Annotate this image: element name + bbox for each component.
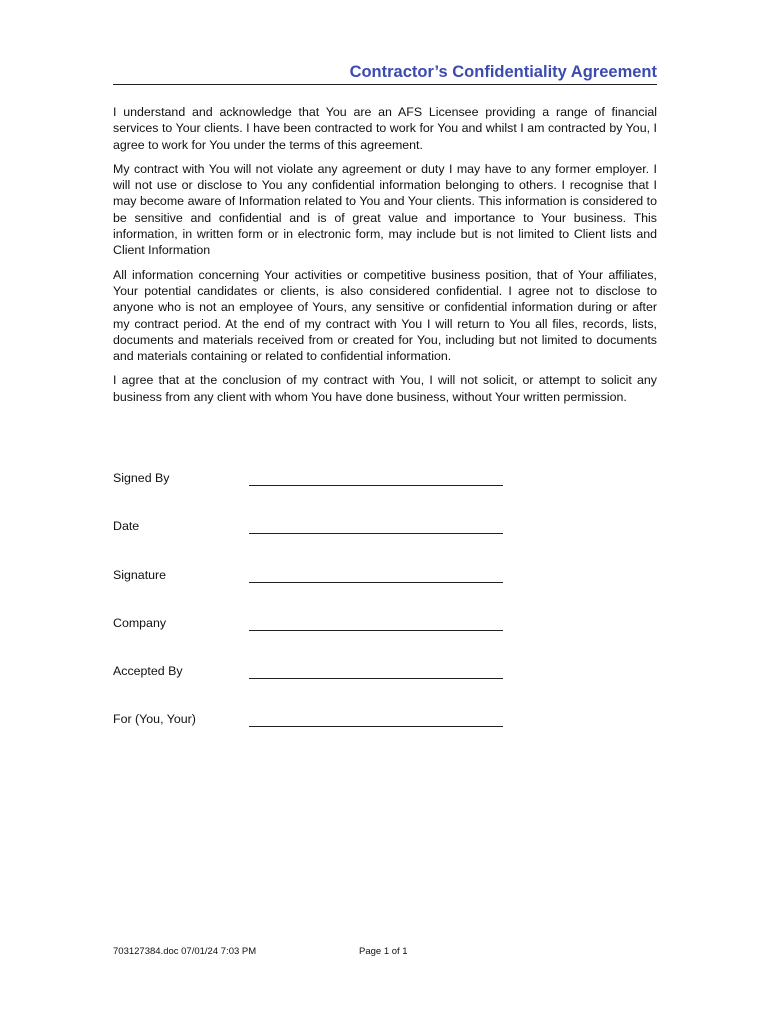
accepted-by-label: Accepted By bbox=[113, 664, 183, 679]
title-header bbox=[113, 62, 657, 85]
signature-row-signed-by bbox=[113, 469, 533, 517]
paragraph-prior-obligations: My contract with You will not violate any agreement or duty I may have to any former employer. I will not use or disclose to You any confidential information belonging to others. I recognise that I may become aware of Information related to You and Your clients. This information is considered to be sensitive and confidential and is of great value and importance to Your business. This information, in written form or in electronic form, may include but is not limited to Client lists and Client Information bbox=[113, 161, 657, 258]
company-label: Company bbox=[113, 615, 167, 630]
signature-label: Signature bbox=[113, 567, 167, 582]
date-line[interactable] bbox=[249, 517, 503, 534]
paragraph-acknowledgement: I understand and acknowledge that You are an AFS Licensee providing a range of financial services to Your clients. I have been contracted to work for You and whilst I am contracted by You, I agree to work for You under the terms of this agreement. bbox=[113, 105, 657, 152]
document-title: Contractor’s Confidentiality Agreement bbox=[349, 63, 657, 81]
signature-row-accepted-by bbox=[113, 662, 533, 710]
for-label: For (You, Your) bbox=[113, 712, 196, 727]
date-label: Date bbox=[113, 519, 140, 534]
signature-row-date bbox=[113, 517, 533, 565]
footer-file-info: 703127384.doc 07/01/24 7:03 PM bbox=[113, 946, 257, 957]
signed-by-line[interactable] bbox=[249, 469, 503, 486]
footer-page-number: Page 1 of 1 bbox=[359, 946, 408, 957]
agreement-body bbox=[113, 104, 657, 413]
signed-by-label: Signed By bbox=[113, 471, 170, 485]
signature-row-company bbox=[113, 614, 533, 662]
signature-row-signature bbox=[113, 566, 533, 614]
company-line[interactable] bbox=[249, 614, 503, 631]
for-line[interactable] bbox=[249, 710, 503, 727]
signature-block bbox=[113, 469, 533, 759]
signature-line[interactable] bbox=[249, 566, 503, 583]
signature-row-for bbox=[113, 710, 533, 758]
paragraph-non-solicitation: I agree that at the conclusion of my contract with You, I will not solicit, or attempt to solicit any business from any client with whom You have done business, without Your written permission. bbox=[113, 373, 657, 404]
accepted-by-line[interactable] bbox=[249, 662, 503, 679]
paragraph-confidential-information: All information concerning Your activities or competitive business position, that of Your affiliates, Your potential candidates or clients, is also considered confidential. I agree not to disclose to anyone who is not an employee of Yours, any sensitive or confidential information during or after my contract period. At the end of my contract with You I will return to You all files, records, lists, documents and materials received from or created for You, including but not limited to documents and materials containing or related to confidential information. bbox=[113, 267, 657, 364]
